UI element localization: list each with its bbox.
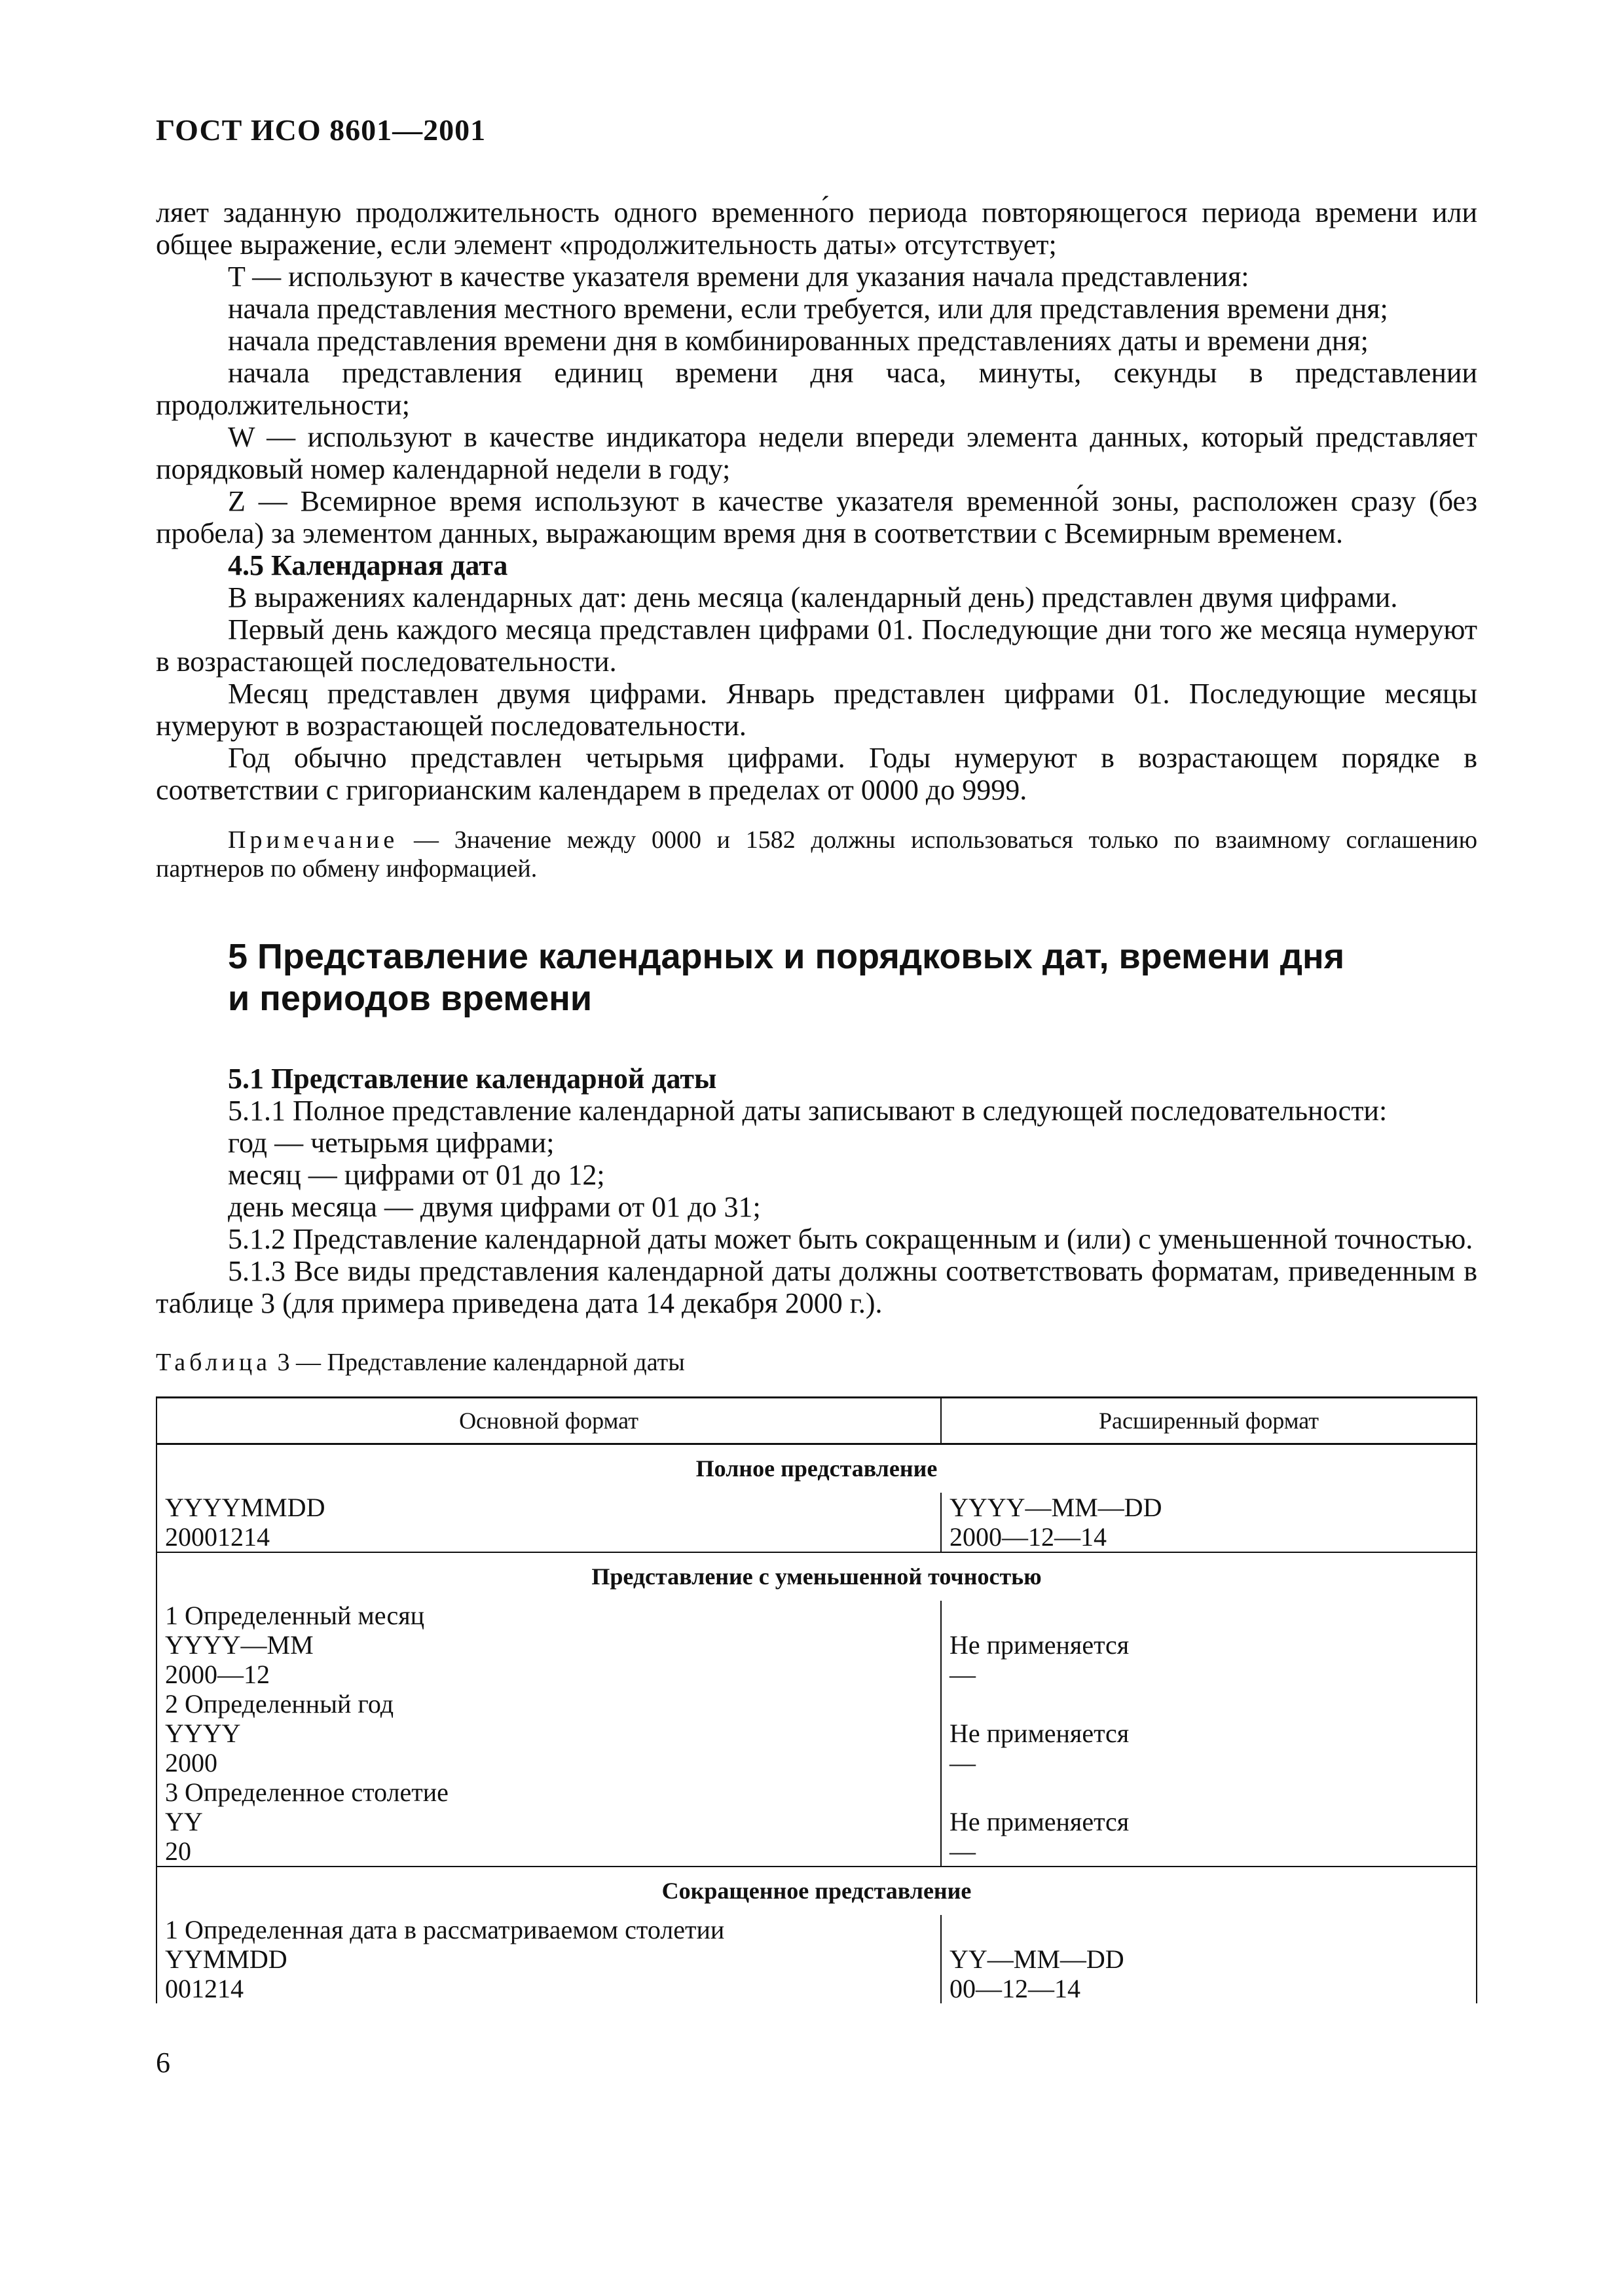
cell-line: Не применяется — [949, 1807, 1130, 1836]
cell-line: — — [949, 1836, 976, 1866]
cell-line: — — [949, 1748, 976, 1777]
table-row — [157, 1601, 1477, 1867]
paragraph: Z — Всемирное время используют в качестве указателя временно́й зоны, расположен сразу (без пробела) за элементом данных, выражающим время дня в соответствии с Всемирным временем. — [156, 485, 1477, 549]
paragraph: 5.1.3 Все виды представления календарной даты должны соответствовать форматам, приведенным в таблице 3 (для примера приведена дата 14 декабря 2000 г.). — [156, 1255, 1477, 1319]
table-caption-label: Таблица — [156, 1349, 272, 1376]
section-title-line: и периодов времени — [228, 979, 593, 1018]
note-text: — Значение между 0000 и 1582 должны использоваться только по взаимному соглашению партнеров по обмену информацией. — [156, 826, 1477, 883]
cell-line: YYYY—MM — [165, 1630, 314, 1660]
paragraph: начала представления единиц времени дня часа, минуты, секунды в представлении продолжительности; — [156, 357, 1477, 421]
note-label: Примечание — [228, 826, 399, 854]
main-text — [156, 196, 1477, 2003]
cell-line: 2000—12 — [165, 1660, 270, 1689]
paragraph: год — четырьмя цифрами; — [228, 1127, 555, 1159]
cell-line: 1 Определенный месяц — [165, 1601, 425, 1630]
cell-line: YY—MM—DD — [949, 1944, 1124, 1974]
table-group-row — [157, 1867, 1477, 1915]
table-header-cell: Расширенный формат — [941, 1398, 1477, 1444]
table-group-title: Полное представление — [157, 1444, 1477, 1493]
cell-spacer — [949, 1601, 1468, 1630]
cell-line: YYYY—MM—DD — [949, 1493, 1162, 1522]
table-cell-basic — [157, 1493, 941, 1552]
table-cell-basic — [157, 1601, 941, 1867]
paragraph: день месяца — двумя цифрами от 01 до 31; — [228, 1191, 761, 1223]
table-group-row — [157, 1444, 1477, 1493]
cell-line: YYYY — [165, 1719, 241, 1748]
cell-line: 20 — [165, 1836, 191, 1866]
cell-line: 2000—12—14 — [949, 1522, 1107, 1552]
cell-spacer — [949, 1777, 1468, 1807]
section-5-title — [228, 936, 1477, 1019]
table-caption-text: 3 — Представление календарной даты — [271, 1349, 685, 1376]
cell-line: 20001214 — [165, 1522, 270, 1552]
paragraph: T — используют в качестве указателя времени для указания начала представления: — [228, 261, 1249, 293]
table-group-row — [157, 1552, 1477, 1601]
paragraph: 5.1.2 Представление календарной даты может быть сокращенным и (или) с уменьшенной точностью. — [228, 1223, 1473, 1255]
table-caption — [156, 1348, 1477, 1377]
table-header-cell: Основной формат — [157, 1398, 941, 1444]
table-group-title: Сокращенное представление — [157, 1867, 1477, 1915]
paragraph: В выражениях календарных дат: день месяца (календарный день) представлен двумя цифрами. — [228, 581, 1398, 613]
note — [156, 826, 1477, 883]
cell-line: Не применяется — [949, 1630, 1130, 1660]
paragraph: Год обычно представлен четырьмя цифрами. Годы нумеруют в возрастающем порядке в соответствии с григорианским календарем в пределах от 0000 до 9999. — [156, 742, 1477, 806]
cell-line: 2 Определенный год — [165, 1689, 394, 1719]
paragraph: начала представления местного времени, если требуется, или для представления времени дня; — [228, 293, 1388, 325]
table-cell-extended — [941, 1493, 1477, 1552]
document-header: ГОСТ ИСО 8601—2001 — [156, 113, 487, 147]
cell-line: Не применяется — [949, 1719, 1130, 1748]
paragraph: месяц — цифрами от 01 до 12; — [228, 1159, 605, 1191]
cell-line: YY — [165, 1807, 203, 1836]
paragraph: Первый день каждого месяца представлен цифрами 01. Последующие дни того же месяца нумеруют в возрастающей последовательности. — [156, 613, 1477, 678]
table-row — [157, 1493, 1477, 1552]
calendar-date-table — [156, 1396, 1477, 2003]
paragraph: ляет заданную продолжительность одного временно́го периода повторяющегося периода времени или общее выражение, если элемент «продолжительность даты» отсутствует; — [156, 196, 1477, 261]
cell-line: YYYYMMDD — [165, 1493, 325, 1522]
subsection-heading-4-5: 4.5 Календарная дата — [228, 549, 508, 581]
table-cell-extended — [941, 1601, 1477, 1867]
section-title-line: 5 Представление календарных и порядковых дат, времени дня — [228, 937, 1345, 976]
cell-line: 1 Определенная дата в рассматриваемом столетии — [165, 1915, 725, 1944]
cell-line: YYMMDD — [165, 1944, 287, 1974]
table-row — [157, 1915, 1477, 2003]
table-cell-extended — [941, 1915, 1477, 2003]
paragraph: W — используют в качестве индикатора недели впереди элемента данных, который представляет порядковый номер календарной недели в году; — [156, 421, 1477, 485]
paragraph: 5.1.1 Полное представление календарной даты записывают в следующей последовательности: — [228, 1095, 1388, 1127]
table-group-title: Представление с уменьшенной точностью — [157, 1552, 1477, 1601]
paragraph: Месяц представлен двумя цифрами. Январь представлен цифрами 01. Последующие месяцы нумеруют в возрастающей последовательности. — [156, 678, 1477, 742]
cell-line: 001214 — [165, 1974, 244, 2003]
table-header-row — [157, 1398, 1477, 1444]
cell-line: — — [949, 1660, 976, 1689]
cell-spacer — [949, 1915, 1468, 1944]
cell-line: 00—12—14 — [949, 1974, 1080, 2003]
table-cell-basic — [157, 1915, 941, 2003]
cell-line: 2000 — [165, 1748, 217, 1777]
cell-spacer — [949, 1689, 1468, 1719]
paragraph: начала представления времени дня в комбинированных представлениях даты и времени дня; — [228, 325, 1369, 357]
subsection-heading-5-1: 5.1 Представление календарной даты — [228, 1063, 717, 1095]
page-number: 6 — [156, 2047, 170, 2079]
cell-line: 3 Определенное столетие — [165, 1777, 449, 1807]
